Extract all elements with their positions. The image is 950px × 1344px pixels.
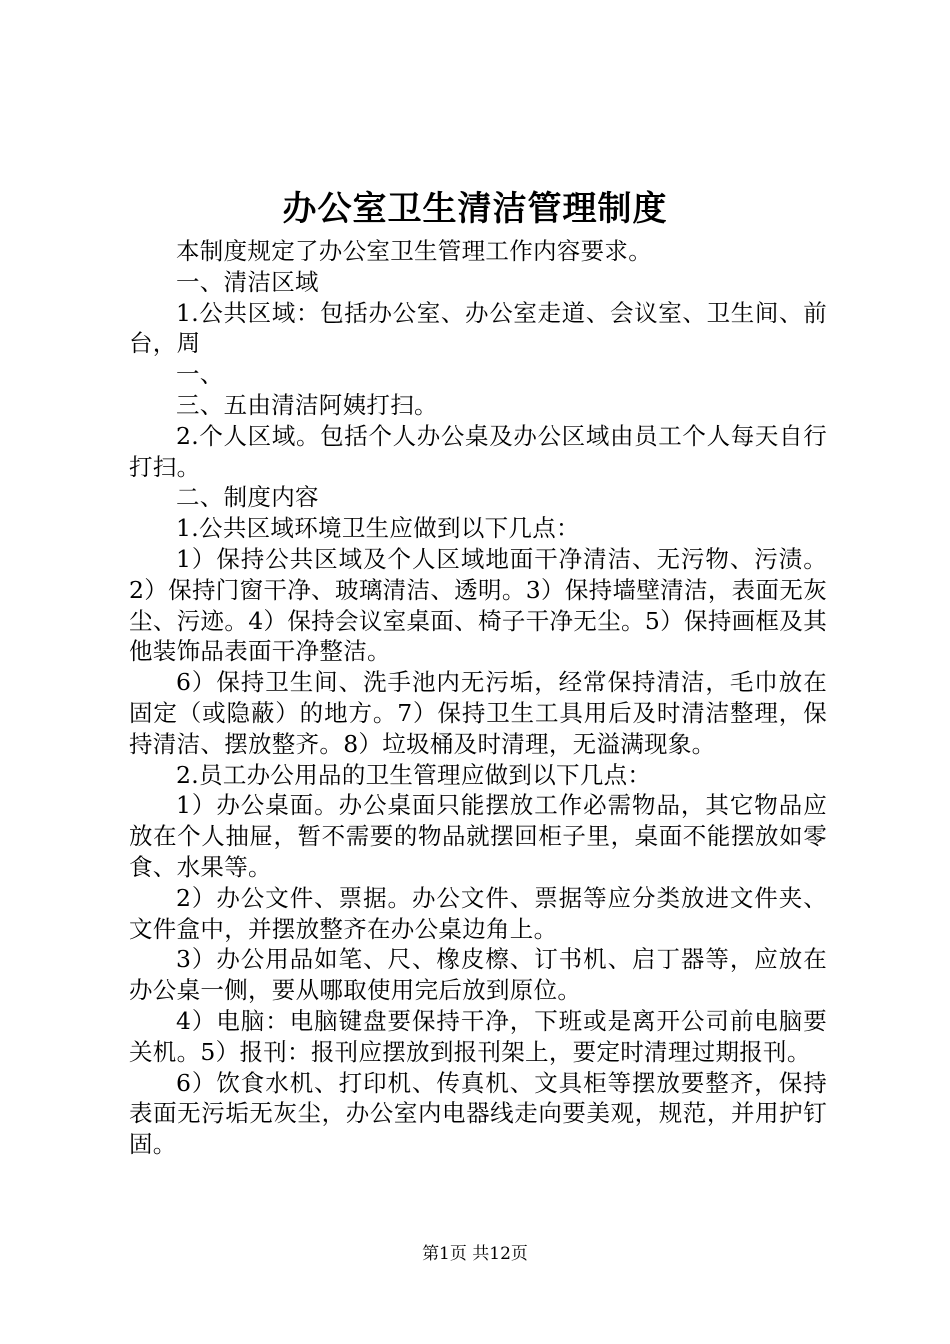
section-heading: 一、清洁区域 bbox=[176, 267, 319, 296]
paragraph: 1）办公桌面。办公桌面只能摆放工作必需物品，其它物品应放在个人抽屉，暂不需要的物品就摆回柜子里，桌面不能摆放如零食、水果等。 bbox=[129, 791, 827, 881]
paragraph: 2.员工办公用品的卫生管理应做到以下几点： bbox=[176, 760, 652, 789]
paragraph: 三、五由清洁阿姨打扫。 bbox=[176, 390, 438, 419]
section-heading: 二、制度内容 bbox=[176, 483, 319, 512]
document-title: 办公室卫生清洁管理制度 bbox=[282, 189, 668, 229]
paragraph: 2）办公文件、票据。办公文件、票据等应分类放进文件夹、文件盒中，并摆放整齐在办公桌边角上。 bbox=[129, 883, 827, 943]
paragraph: 2.个人区域。包括个人办公桌及办公区域由员工个人每天自行打扫。 bbox=[129, 421, 827, 481]
paragraph: 3）办公用品如笔、尺、橡皮檫、订书机、启丁器等，应放在办公桌一侧，要从哪取使用完后放到原位。 bbox=[129, 945, 827, 1005]
paragraph: 1）保持公共区域及个人区域地面干净清洁、无污物、污渍。2）保持门窗干净、玻璃清洁、透明。3）保持墙壁清洁，表面无灰尘、污迹。4）保持会议室桌面、椅子干净无尘。5）保持画框及其他装饰品表面干净整洁。 bbox=[129, 544, 827, 666]
paragraph: 6）饮食水机、打印机、传真机、文具柜等摆放要整齐，保持表面无污垢无灰尘，办公室内电器线走向要美观，规范，并用护钉固。 bbox=[129, 1068, 827, 1159]
paragraph: 1.公共区域：包括办公室、办公室走道、会议室、卫生间、前台，周 bbox=[129, 298, 827, 358]
paragraph: 4）电脑：电脑键盘要保持干净，下班或是离开公司前电脑要关机。5）报刊：报刊应摆放到报刊架上，要定时清理过期报刊。 bbox=[129, 1006, 827, 1066]
page-footer: 第1页 共12页 bbox=[422, 1244, 528, 1264]
document-body bbox=[129, 236, 827, 1160]
paragraph: 一、 bbox=[176, 360, 224, 389]
paragraph: 本制度规定了办公室卫生管理工作内容要求。 bbox=[176, 237, 652, 265]
paragraph: 1.公共区域环境卫生应做到以下几点： bbox=[176, 514, 580, 543]
paragraph: 6）保持卫生间、洗手池内无污垢，经常保持清洁，毛巾放在固定（或隐蔽）的地方。7）保持卫生工具用后及时清洁整理，保持清洁、摆放整齐。8）垃圾桶及时清理，无溢满现象。 bbox=[129, 668, 827, 758]
